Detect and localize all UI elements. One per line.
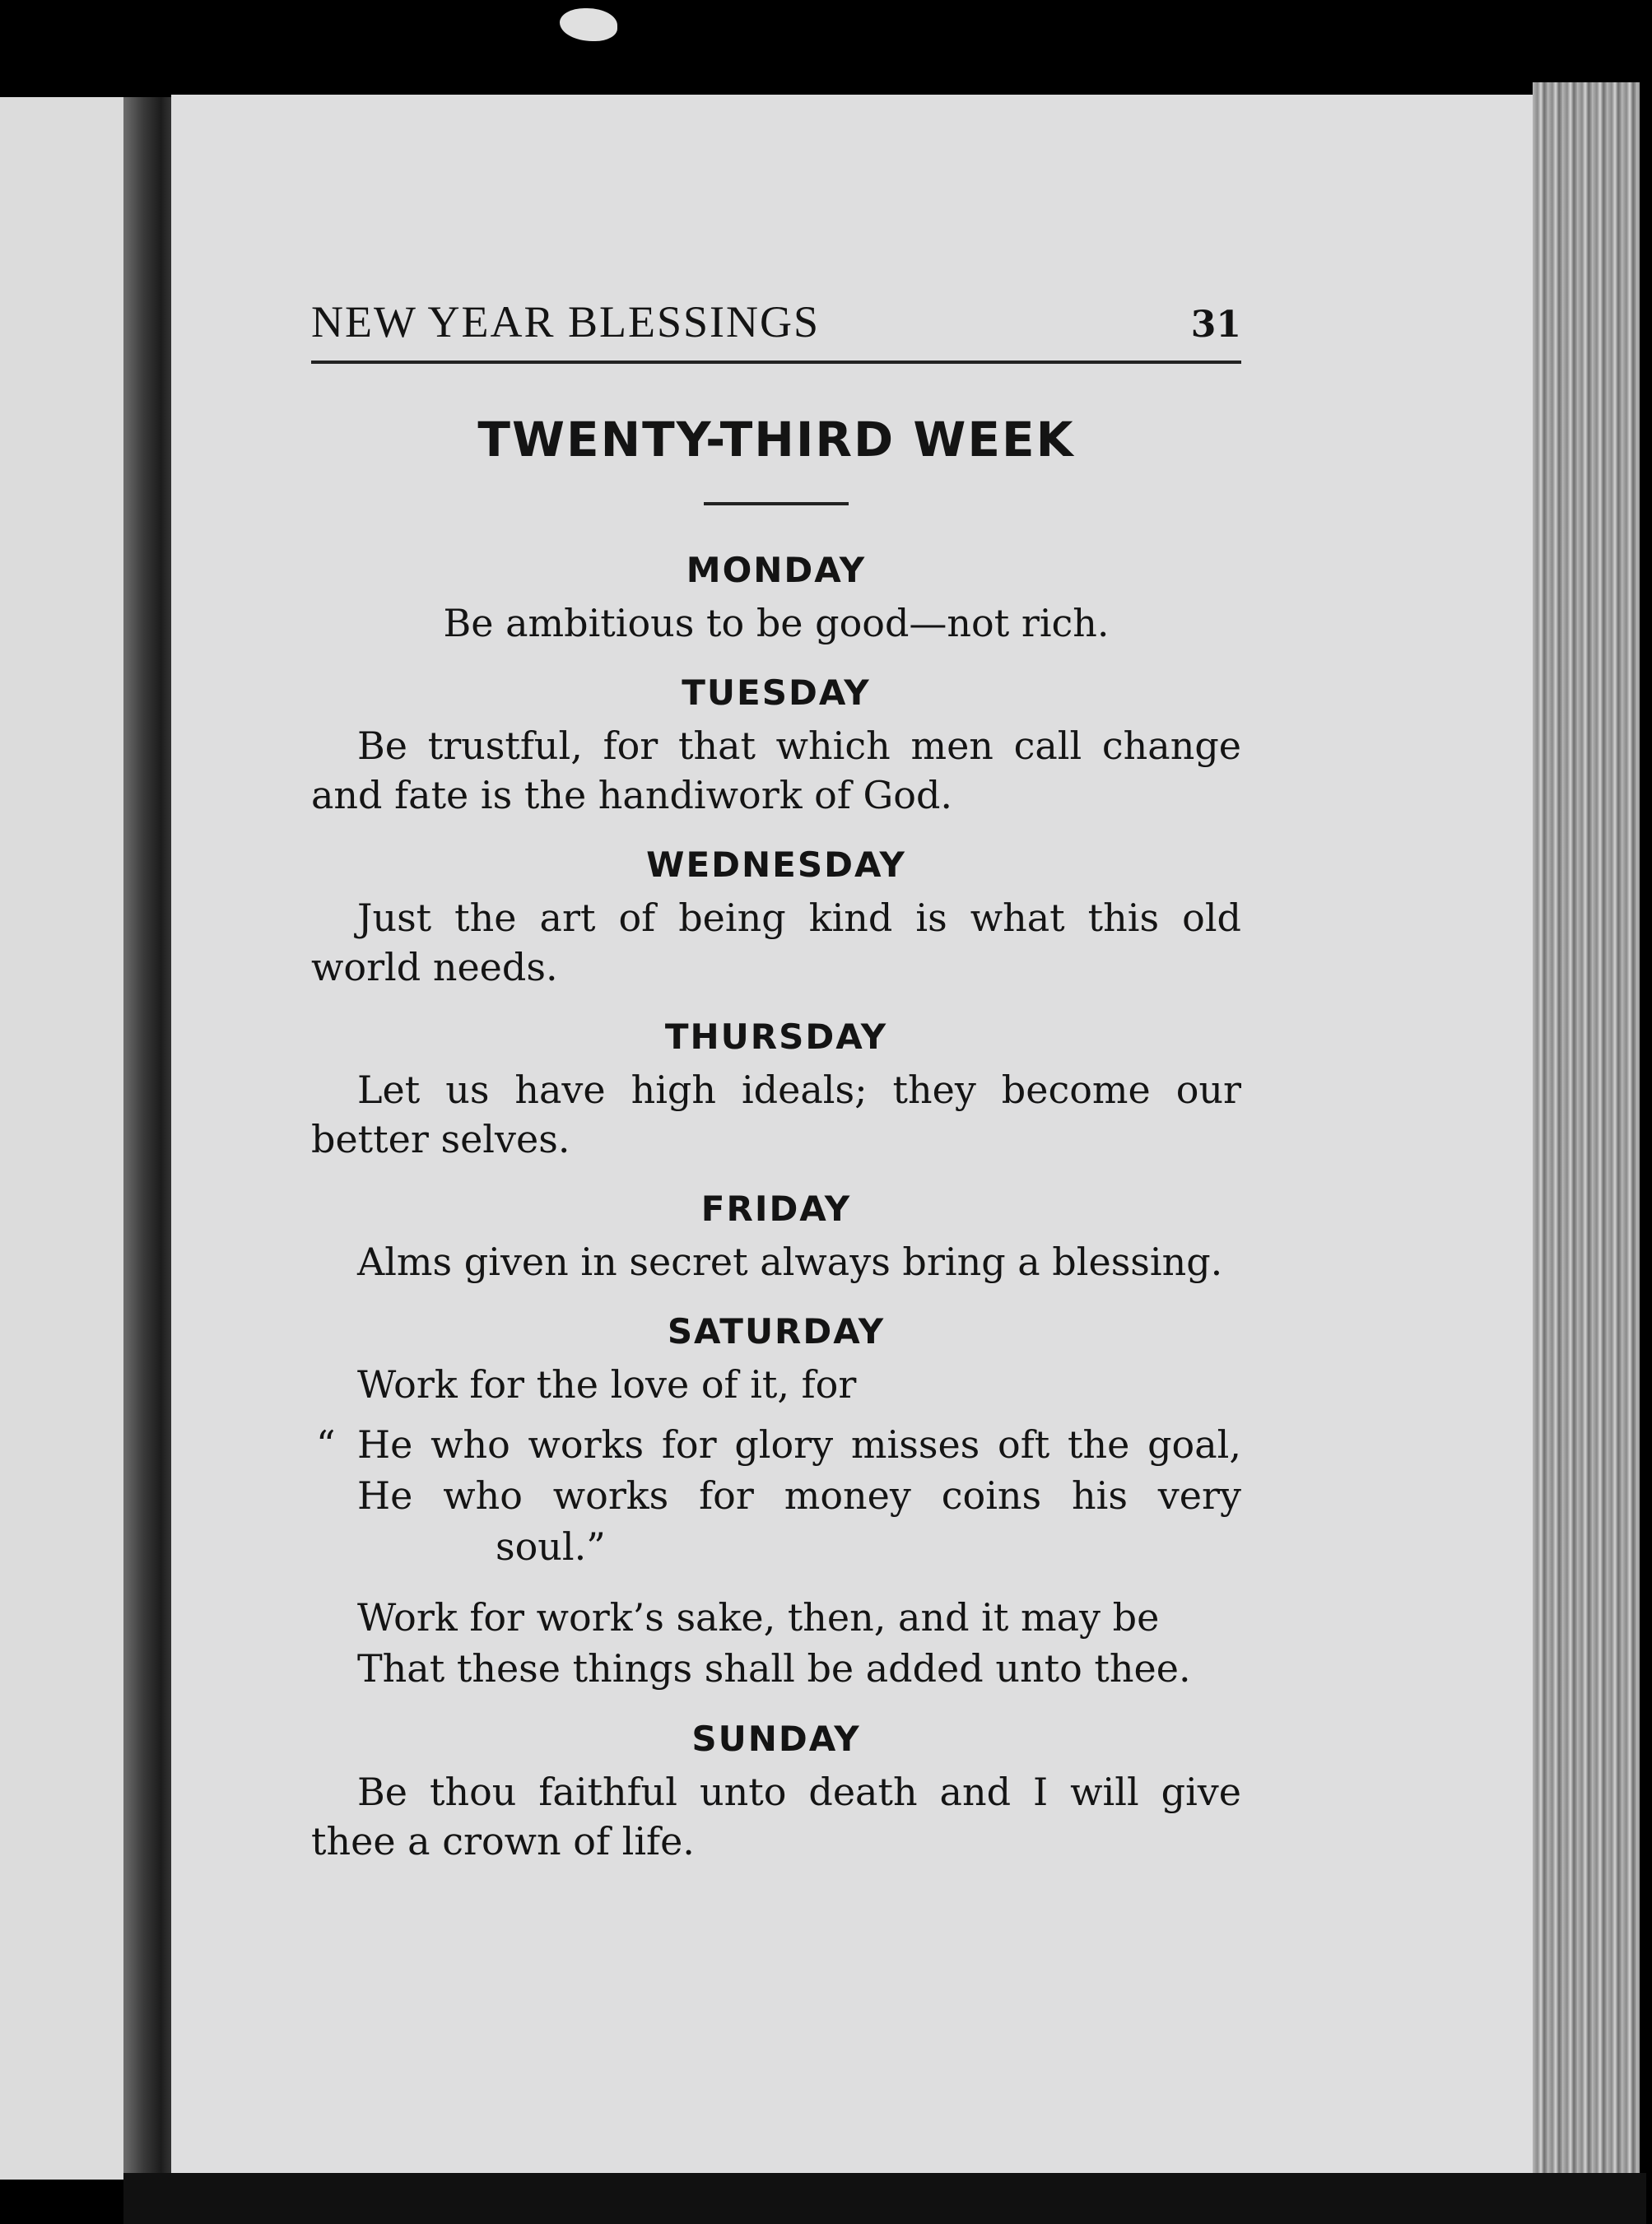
entry-saturday-intro: Work for the love of it, for [357,1362,857,1407]
open-quote-mark: “ [316,1422,336,1467]
day-heading-saturday: SATURDAY [667,1311,886,1352]
week-title: TWENTY-THIRD WEEK [477,412,1075,468]
entry-sunday: Be thou faithful unto death and I will give thee a crown of life. [311,1770,1241,1863]
page-edges [1533,82,1640,2189]
entry-wednesday: Just the art of being kind is what this old world needs. [311,896,1241,989]
day-heading-monday: MONDAY [686,550,867,590]
page-content [311,296,1241,1866]
day-heading-thursday: THURSDAY [664,1017,888,1057]
entry-thursday: Let us have high ideals; they become our better selves. [311,1068,1241,1161]
saturday-couplet [311,1592,1241,1694]
title-rule [704,502,849,505]
saturday-verse [311,1419,1241,1572]
day-heading-wednesday: WEDNESDAY [646,844,906,885]
page-number: 31 [1190,304,1241,346]
day-heading-tuesday: TUESDAY [682,672,871,713]
left-page-edge [0,97,140,2180]
verse-line [311,1419,1241,1470]
scan-blot [560,8,617,41]
running-head [311,296,1241,364]
entry-monday: Be ambitious to be good—not rich. [443,601,1110,645]
entry-tuesday: Be trustful, for that which men call change and fate is the handiwork of God. [311,723,1241,817]
couplet-line: That these things shall be added unto thee. [357,1646,1191,1691]
book-title: NEW YEAR BLESSINGS [311,297,821,347]
day-heading-sunday: SUNDAY [691,1719,861,1759]
verse-line: He who works for money coins his very [357,1473,1241,1518]
couplet-line: Work for work’s sake, then, and it may be [357,1595,1160,1640]
day-heading-friday: FRIDAY [700,1189,852,1229]
verse-line: soul.” [496,1524,606,1569]
verse-line-text: He who works for glory misses oft the goal, [357,1422,1241,1467]
entry-friday: Alms given in secret always bring a blessing. [357,1240,1223,1284]
bottom-shadow [123,2173,1646,2224]
